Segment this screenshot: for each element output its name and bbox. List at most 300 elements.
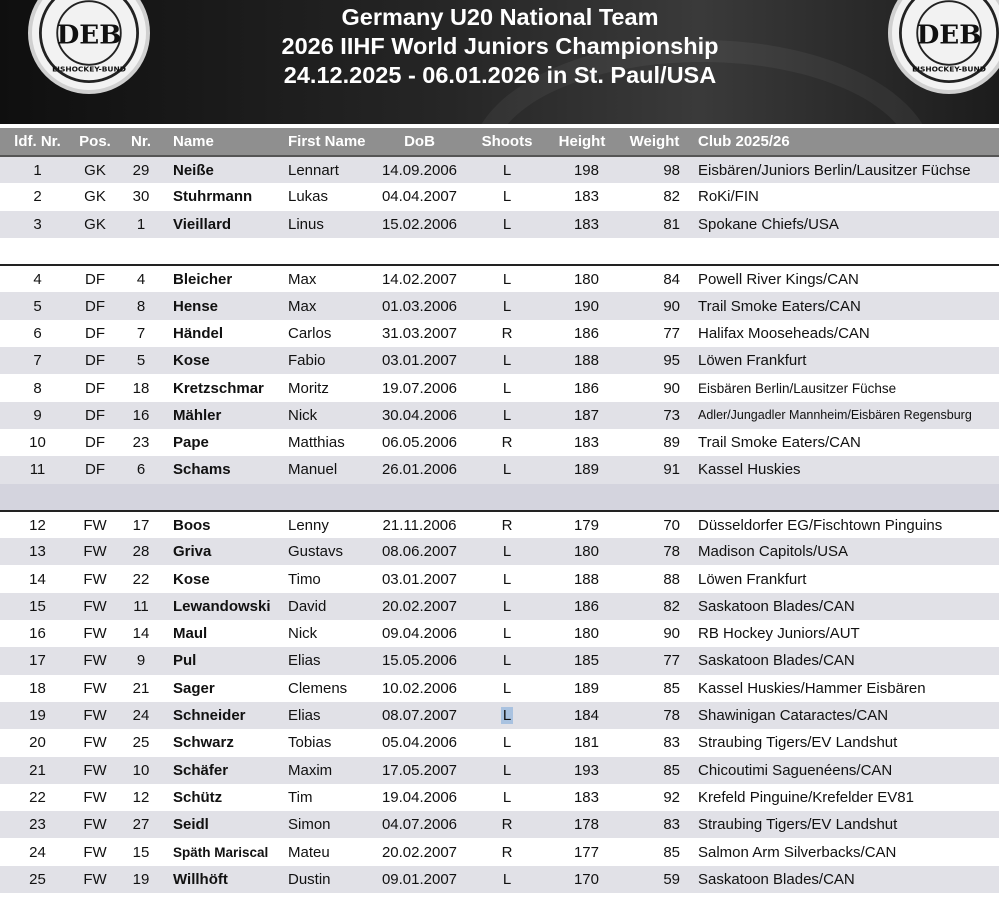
cell-weight: 82 bbox=[663, 188, 680, 206]
cell-first: Mateu bbox=[288, 843, 330, 861]
cell-first: Lenny bbox=[282, 511, 372, 538]
cell-weight: 82 bbox=[663, 597, 680, 615]
cell-name: Stuhrmann bbox=[173, 188, 253, 206]
cell-club: Trail Smoke Eaters/CAN bbox=[698, 297, 861, 315]
table-row bbox=[0, 292, 999, 319]
cell-weight: 85 bbox=[663, 761, 680, 779]
cell-club: Straubing Tigers/EV Landshut bbox=[698, 816, 898, 834]
cell-nr: 30 bbox=[132, 188, 150, 206]
cell-nr: 29 bbox=[132, 161, 150, 179]
cell-shoots: R bbox=[501, 434, 513, 452]
cell-club: Kassel Huskies/Hammer Eisbären bbox=[698, 679, 926, 697]
cell-dob: 09.01.2007 bbox=[381, 870, 458, 888]
group-spacer-row bbox=[0, 484, 999, 511]
cell-pos: FW bbox=[83, 870, 107, 888]
table-row bbox=[0, 593, 999, 620]
cell-name: Schütz bbox=[173, 788, 223, 806]
col-header-club: Club 2025/26 bbox=[692, 128, 999, 156]
cell-name: Neiße bbox=[173, 161, 214, 179]
cell-name: Kretzschmar bbox=[173, 379, 264, 397]
cell-shoots: L bbox=[502, 461, 512, 479]
roster-body bbox=[0, 156, 999, 893]
cell-idx: 6 bbox=[33, 324, 42, 342]
cell-dob: 08.07.2007 bbox=[381, 707, 458, 725]
cell-idx: 5 bbox=[33, 297, 42, 315]
cell-weight: 73 bbox=[663, 406, 680, 424]
table-row bbox=[0, 757, 999, 784]
cell-idx: 21 bbox=[29, 761, 46, 779]
cell-name: Lewandowski bbox=[173, 597, 271, 615]
cell-idx: 11 bbox=[29, 461, 46, 479]
spacer-cell bbox=[0, 484, 999, 511]
cell-dob: 01.03.2006 bbox=[381, 297, 458, 315]
table-row bbox=[0, 429, 999, 456]
cell-name: Pape bbox=[173, 434, 209, 452]
table-row bbox=[0, 511, 999, 538]
cell-pos: FW bbox=[83, 843, 107, 861]
cell-shoots: L bbox=[502, 625, 512, 643]
cell-height: 188 bbox=[573, 352, 599, 370]
table-row bbox=[0, 402, 999, 429]
cell-height: 177 bbox=[573, 843, 599, 861]
cell-idx: 20 bbox=[29, 734, 46, 752]
cell-first: Nick bbox=[288, 406, 318, 424]
cell-dob: 19.07.2006 bbox=[381, 379, 458, 397]
cell-pos: DF bbox=[85, 379, 105, 397]
cell-pos: FW bbox=[83, 679, 107, 697]
cell-dob: 14.09.2006 bbox=[381, 161, 458, 179]
cell-nr: 24 bbox=[132, 707, 150, 725]
deb-logo-left bbox=[28, 0, 150, 94]
table-row bbox=[0, 620, 999, 647]
cell-shoots: R bbox=[467, 511, 547, 538]
cell-idx: 23 bbox=[29, 816, 46, 834]
cell-weight: 91 bbox=[663, 461, 680, 479]
cell-club: Saskatoon Blades/CAN bbox=[698, 597, 855, 615]
cell-height: 180 bbox=[573, 543, 599, 561]
cell-nr: 5 bbox=[136, 352, 146, 370]
group-spacer-row bbox=[0, 238, 999, 265]
cell-first: Carlos bbox=[288, 324, 332, 342]
table-row bbox=[0, 156, 999, 183]
cell-height: 188 bbox=[573, 570, 599, 588]
cell-pos: DF bbox=[85, 352, 105, 370]
cell-dob: 20.02.2007 bbox=[381, 597, 458, 615]
cell-club: Eisbären Berlin/Lausitzer Füchse bbox=[698, 380, 897, 396]
cell-dob: 30.04.2006 bbox=[381, 406, 458, 424]
cell-idx: 22 bbox=[29, 788, 46, 806]
cell-club: Powell River Kings/CAN bbox=[692, 265, 999, 292]
cell-first: Max bbox=[282, 265, 372, 292]
cell-pos: DF bbox=[85, 434, 105, 452]
table-row bbox=[0, 838, 999, 865]
cell-pos: FW bbox=[83, 788, 107, 806]
cell-weight: 81 bbox=[663, 215, 680, 233]
cell-first: David bbox=[288, 597, 327, 615]
cell-name: Seidl bbox=[173, 816, 209, 834]
cell-first: Elias bbox=[288, 652, 321, 670]
cell-dob: 06.05.2006 bbox=[381, 434, 458, 452]
cell-idx: 13 bbox=[29, 543, 46, 561]
cell-pos: FW bbox=[83, 707, 107, 725]
cell-name: Griva bbox=[173, 543, 212, 561]
cell-club: Kassel Huskies bbox=[698, 461, 801, 479]
cell-name: Schams bbox=[173, 461, 231, 479]
title-line-1: Germany U20 National Team bbox=[341, 4, 659, 30]
cell-dob: 14.02.2007 bbox=[372, 265, 467, 292]
table-row bbox=[0, 702, 999, 729]
cell-weight: 95 bbox=[663, 352, 680, 370]
cell-name: Späth Mariscal bbox=[173, 844, 269, 860]
cell-name: Pul bbox=[173, 652, 197, 670]
cell-nr: 23 bbox=[132, 434, 150, 452]
cell-club: Spokane Chiefs/USA bbox=[698, 215, 839, 233]
cell-shoots: L bbox=[502, 788, 512, 806]
cell-pos: FW bbox=[83, 761, 107, 779]
cell-shoots: L bbox=[502, 161, 512, 179]
cell-height: 189 bbox=[573, 461, 599, 479]
cell-pos: FW bbox=[83, 816, 107, 834]
cell-idx: 12 bbox=[0, 511, 75, 538]
cell-height: 180 bbox=[573, 625, 599, 643]
cell-club: Straubing Tigers/EV Landshut bbox=[698, 734, 898, 752]
cell-height: 193 bbox=[573, 761, 599, 779]
cell-dob: 03.01.2007 bbox=[381, 352, 458, 370]
page-title bbox=[160, 3, 840, 90]
cell-shoots: R bbox=[501, 324, 513, 342]
header-banner bbox=[0, 0, 999, 124]
table-row bbox=[0, 675, 999, 702]
cell-pos: GK bbox=[84, 161, 106, 179]
cell-name: Maul bbox=[173, 625, 208, 643]
cell-weight: 89 bbox=[663, 434, 680, 452]
cell-height: 183 bbox=[573, 434, 599, 452]
cell-shoots: L bbox=[502, 570, 512, 588]
cell-shoots: L bbox=[502, 379, 512, 397]
cell-pos: FW bbox=[83, 625, 107, 643]
table-row bbox=[0, 320, 999, 347]
cell-pos: FW bbox=[83, 652, 107, 670]
cell-dob: 03.01.2007 bbox=[381, 570, 458, 588]
cell-name: Hense bbox=[173, 297, 219, 315]
cell-idx: 17 bbox=[29, 652, 46, 670]
cell-club: Madison Capitols/USA bbox=[698, 543, 849, 561]
cell-club: Löwen Frankfurt bbox=[698, 570, 807, 588]
cell-pos: FW bbox=[83, 570, 107, 588]
cell-nr: 22 bbox=[132, 570, 150, 588]
cell-idx: 19 bbox=[29, 707, 46, 725]
deb-logo-right bbox=[888, 0, 999, 94]
cell-pos: DF bbox=[85, 461, 105, 479]
cell-name: Bleicher bbox=[167, 265, 282, 292]
cell-dob: 26.01.2006 bbox=[381, 461, 458, 479]
title-line-3: 24.12.2025 - 06.01.2026 in St. Paul/USA bbox=[283, 62, 717, 88]
cell-club: RoKi/FIN bbox=[698, 188, 759, 206]
cell-first: Elias bbox=[288, 707, 321, 725]
cell-shoots: R bbox=[501, 843, 513, 861]
cell-dob: 20.02.2007 bbox=[381, 843, 458, 861]
cell-weight: 90 bbox=[663, 625, 680, 643]
cell-nr: 12 bbox=[132, 788, 150, 806]
title-line-2: 2026 IIHF World Juniors Championship bbox=[281, 33, 719, 59]
cell-name: Mähler bbox=[173, 406, 222, 424]
cell-height: 170 bbox=[573, 870, 599, 888]
cell-weight: 90 bbox=[663, 379, 680, 397]
cell-pos: DF bbox=[85, 406, 105, 424]
table-row bbox=[0, 183, 999, 210]
cell-height: 187 bbox=[573, 406, 599, 424]
cell-shoots: L bbox=[502, 297, 512, 315]
cell-name: Schneider bbox=[173, 707, 246, 725]
table-header-row bbox=[0, 128, 999, 156]
cell-dob: 31.03.2007 bbox=[381, 324, 458, 342]
col-header-pos: Pos. bbox=[75, 128, 115, 156]
cell-first: Nick bbox=[288, 625, 318, 643]
cell-weight: 85 bbox=[663, 843, 680, 861]
cell-name: Kose bbox=[173, 570, 210, 588]
cell-idx: 9 bbox=[33, 406, 42, 424]
cell-club: Salmon Arm Silverbacks/CAN bbox=[698, 843, 897, 861]
cell-nr: 1 bbox=[136, 215, 146, 233]
cell-first: Fabio bbox=[288, 352, 326, 370]
cell-idx: 1 bbox=[33, 161, 42, 179]
cell-club: Löwen Frankfurt bbox=[698, 352, 807, 370]
cell-shoots: L bbox=[502, 761, 512, 779]
table-row bbox=[0, 347, 999, 374]
cell-name: Boos bbox=[167, 511, 282, 538]
cell-shoots: L bbox=[502, 870, 512, 888]
cell-club: Saskatoon Blades/CAN bbox=[698, 652, 855, 670]
cell-first: Lennart bbox=[288, 161, 339, 179]
table-row bbox=[0, 866, 999, 893]
table-row bbox=[0, 784, 999, 811]
cell-first: Manuel bbox=[288, 461, 338, 479]
col-header-weight: Weight bbox=[617, 128, 692, 156]
cell-pos: GK bbox=[84, 215, 106, 233]
cell-nr: 8 bbox=[136, 297, 146, 315]
col-header-nr: Nr. bbox=[115, 128, 167, 156]
cell-dob: 17.05.2007 bbox=[381, 761, 458, 779]
cell-height: 186 bbox=[573, 324, 599, 342]
cell-first: Timo bbox=[288, 570, 321, 588]
table-row bbox=[0, 538, 999, 565]
cell-weight: 83 bbox=[663, 734, 680, 752]
cell-first: Maxim bbox=[288, 761, 333, 779]
cell-idx: 8 bbox=[33, 379, 42, 397]
cell-first: Matthias bbox=[288, 434, 345, 452]
cell-weight: 85 bbox=[663, 679, 680, 697]
table-row bbox=[0, 456, 999, 483]
cell-weight: 90 bbox=[663, 297, 680, 315]
table-row bbox=[0, 647, 999, 674]
cell-idx: 15 bbox=[29, 597, 46, 615]
cell-height: 186 bbox=[573, 379, 599, 397]
cell-nr: 25 bbox=[132, 734, 150, 752]
cell-dob: 10.02.2006 bbox=[381, 679, 458, 697]
cell-pos: DF bbox=[85, 324, 105, 342]
cell-height: 185 bbox=[573, 652, 599, 670]
cell-shoots: L bbox=[502, 188, 512, 206]
cell-dob: 19.04.2006 bbox=[381, 788, 458, 806]
cell-first: Max bbox=[288, 297, 317, 315]
cell-nr: 17 bbox=[115, 511, 167, 538]
cell-idx: 18 bbox=[29, 679, 46, 697]
cell-shoots: R bbox=[501, 816, 513, 834]
cell-club: RB Hockey Juniors/AUT bbox=[698, 625, 860, 643]
cell-name: Willhöft bbox=[173, 870, 228, 888]
cell-weight: 77 bbox=[663, 652, 680, 670]
cell-height: 183 bbox=[573, 788, 599, 806]
col-header-first-name: First Name bbox=[282, 128, 372, 156]
cell-weight: 78 bbox=[663, 707, 680, 725]
cell-weight: 98 bbox=[663, 161, 680, 179]
cell-club: Trail Smoke Eaters/CAN bbox=[698, 434, 861, 452]
table-row bbox=[0, 565, 999, 592]
table-row bbox=[0, 211, 999, 238]
cell-pos: DF bbox=[85, 297, 105, 315]
cell-first: Gustavs bbox=[288, 543, 344, 561]
cell-weight: 70 bbox=[617, 511, 692, 538]
cell-shoots: L bbox=[467, 265, 547, 292]
col-header-dob: DoB bbox=[372, 128, 467, 156]
cell-club: Adler/Jungadler Mannheim/Eisbären Regensburg bbox=[698, 408, 972, 423]
cell-height: 180 bbox=[547, 265, 617, 292]
cell-idx: 14 bbox=[29, 570, 46, 588]
table-row bbox=[0, 729, 999, 756]
cell-height: 183 bbox=[573, 188, 599, 206]
cell-first: Lukas bbox=[288, 188, 329, 206]
cell-dob: 08.06.2007 bbox=[381, 543, 458, 561]
selected-text[interactable]: L bbox=[502, 707, 512, 725]
cell-dob: 21.11.2006 bbox=[372, 511, 467, 538]
cell-nr: 6 bbox=[136, 461, 146, 479]
cell-idx: 7 bbox=[33, 352, 42, 370]
cell-nr: 21 bbox=[132, 679, 150, 697]
cell-first: Tim bbox=[288, 788, 313, 806]
cell-name: Kose bbox=[173, 352, 210, 370]
cell-weight: 59 bbox=[663, 870, 680, 888]
cell-nr: 27 bbox=[132, 816, 150, 834]
cell-club: Shawinigan Cataractes/CAN bbox=[698, 707, 889, 725]
cell-first: Tobias bbox=[288, 734, 332, 752]
col-header-shoots: Shoots bbox=[467, 128, 547, 156]
cell-nr: 28 bbox=[132, 543, 150, 561]
table-row bbox=[0, 265, 999, 292]
cell-idx: 2 bbox=[33, 188, 42, 206]
cell-height: 178 bbox=[573, 816, 599, 834]
cell-dob: 15.05.2006 bbox=[381, 652, 458, 670]
cell-height: 190 bbox=[573, 297, 599, 315]
cell-nr: 11 bbox=[133, 597, 149, 615]
col-header-height: Height bbox=[547, 128, 617, 156]
cell-first: Moritz bbox=[288, 379, 329, 397]
cell-pos: FW bbox=[83, 597, 107, 615]
cell-first: Clemens bbox=[288, 679, 348, 697]
svg-text:DEB: DEB bbox=[56, 19, 122, 51]
cell-club: Saskatoon Blades/CAN bbox=[698, 870, 855, 888]
cell-first: Simon bbox=[288, 816, 331, 834]
cell-weight: 88 bbox=[663, 570, 680, 588]
cell-height: 189 bbox=[573, 679, 599, 697]
cell-pos: FW bbox=[83, 543, 107, 561]
cell-dob: 09.04.2006 bbox=[381, 625, 458, 643]
cell-shoots: L bbox=[502, 543, 512, 561]
cell-idx: 4 bbox=[0, 265, 75, 292]
cell-nr: 10 bbox=[132, 761, 150, 779]
table-row bbox=[0, 811, 999, 838]
cell-dob: 04.07.2006 bbox=[381, 816, 458, 834]
cell-club: Halifax Mooseheads/CAN bbox=[698, 324, 870, 342]
cell-name: Händel bbox=[173, 324, 224, 342]
cell-height: 184 bbox=[573, 707, 599, 725]
cell-name: Sager bbox=[173, 679, 215, 697]
cell-nr: 15 bbox=[132, 843, 150, 861]
cell-nr: 18 bbox=[132, 379, 150, 397]
table-row bbox=[0, 374, 999, 401]
cell-name: Vieillard bbox=[173, 215, 232, 233]
cell-pos: FW bbox=[83, 734, 107, 752]
cell-nr: 19 bbox=[132, 870, 150, 888]
cell-name: Schäfer bbox=[173, 761, 229, 779]
cell-shoots: L bbox=[502, 215, 512, 233]
cell-weight: 92 bbox=[663, 788, 680, 806]
cell-name: Schwarz bbox=[173, 734, 234, 752]
cell-first: Dustin bbox=[288, 870, 331, 888]
cell-nr: 16 bbox=[132, 406, 150, 424]
svg-text:EISHOCKEY-BUND: EISHOCKEY-BUND bbox=[52, 64, 126, 74]
cell-weight: 83 bbox=[663, 816, 680, 834]
cell-first: Linus bbox=[288, 215, 324, 233]
cell-idx: 24 bbox=[29, 843, 46, 861]
cell-shoots: L bbox=[502, 652, 512, 670]
cell-height: 181 bbox=[573, 734, 599, 752]
cell-weight: 84 bbox=[617, 265, 692, 292]
cell-shoots: L bbox=[502, 597, 512, 615]
cell-nr: 9 bbox=[136, 652, 146, 670]
cell-idx: 16 bbox=[29, 625, 46, 643]
svg-text:DEB: DEB bbox=[916, 19, 982, 51]
roster-table bbox=[0, 128, 999, 893]
cell-shoots bbox=[467, 702, 547, 729]
cell-dob: 04.04.2007 bbox=[381, 188, 458, 206]
cell-height: 183 bbox=[573, 215, 599, 233]
cell-shoots: L bbox=[502, 352, 512, 370]
cell-pos: GK bbox=[84, 188, 106, 206]
cell-shoots: L bbox=[502, 406, 512, 424]
cell-nr: 7 bbox=[136, 324, 146, 342]
cell-club: Krefeld Pinguine/Krefelder EV81 bbox=[698, 788, 914, 806]
spacer-cell bbox=[0, 238, 999, 265]
cell-dob: 05.04.2006 bbox=[381, 734, 458, 752]
cell-shoots: L bbox=[502, 734, 512, 752]
cell-club: Eisbären/Juniors Berlin/Lausitzer Füchse bbox=[698, 161, 971, 179]
cell-weight: 77 bbox=[663, 324, 680, 342]
cell-club: Düsseldorfer EG/Fischtown Pinguins bbox=[692, 511, 999, 538]
cell-height: 198 bbox=[573, 161, 599, 179]
cell-pos: DF bbox=[75, 265, 115, 292]
cell-nr: 4 bbox=[115, 265, 167, 292]
col-header-name: Name bbox=[167, 128, 282, 156]
cell-nr: 14 bbox=[132, 625, 150, 643]
cell-club: Chicoutimi Saguenéens/CAN bbox=[698, 761, 893, 779]
cell-dob: 15.02.2006 bbox=[381, 215, 458, 233]
cell-weight: 78 bbox=[663, 543, 680, 561]
cell-height: 179 bbox=[547, 511, 617, 538]
cell-pos: FW bbox=[75, 511, 115, 538]
svg-text:EISHOCKEY-BUND: EISHOCKEY-BUND bbox=[912, 64, 986, 74]
cell-idx: 10 bbox=[29, 434, 46, 452]
cell-height: 186 bbox=[573, 597, 599, 615]
